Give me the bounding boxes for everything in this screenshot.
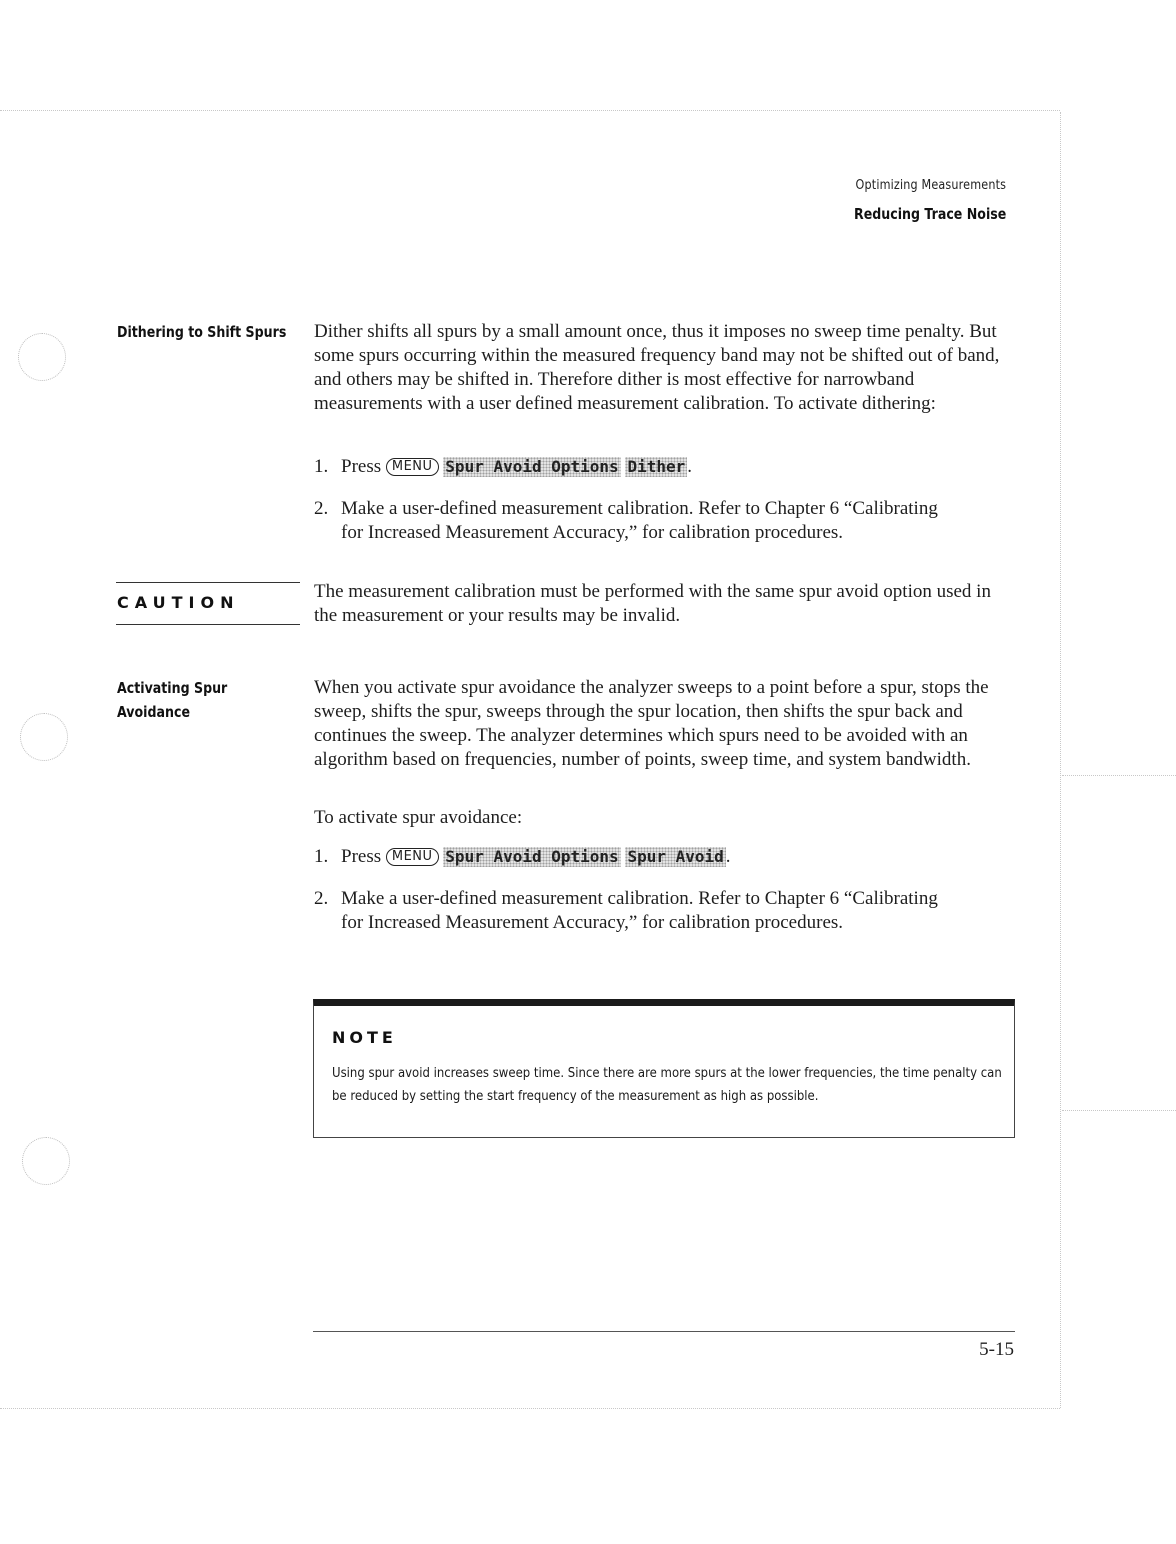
caution-text: The measurement calibration must be performed with the same spur avoid option used in the measurement or your results may be invalid.: [314, 581, 991, 626]
page-number: 5-15: [979, 1339, 1014, 1360]
dithering-step2-number: 2.: [314, 498, 329, 519]
press-label: Press: [341, 846, 382, 867]
caution-rule-top: [116, 582, 300, 583]
footer-rule: [313, 1331, 1015, 1332]
side-heading-line1: Activating Spur: [117, 679, 228, 697]
note-text: Using spur avoid increases sweep time. Since there are more spurs at the lower frequencies, the time penalty can be reduced by setting the start frequency of the measurement as high as possible.: [332, 1066, 1002, 1104]
scan-edge-right: [1060, 112, 1061, 1408]
dithering-step1: [341, 455, 692, 479]
dither-softkey[interactable]: Dither: [627, 457, 686, 476]
press-label: Press: [341, 456, 382, 477]
dithering-paragraph: Dither shifts all spurs by a small amount once, thus it imposes no sweep time penalty. But some spurs occurring within the measured frequency band may not be shifted out of band, and others may be shifted in. Therefore dither is most effective for narrowband measurements with a user defined measurement calibration. To activate dithering:: [314, 321, 1000, 414]
dithering-step2-text: Make a user-defined measurement calibration. Refer to Chapter 6 “Calibrating for Increased Measurement Accuracy,” for calibration procedures.: [341, 498, 938, 543]
note-label: NOTE: [332, 1028, 397, 1047]
dithering-step1-number: 1.: [314, 456, 329, 477]
side-heading-dithering: Dithering to Shift Spurs: [117, 323, 287, 341]
spur-avoid-options-softkey[interactable]: Spur Avoid Options: [445, 457, 619, 476]
caution-label: CAUTION: [117, 593, 240, 612]
menu-hardkey[interactable]: MENU: [386, 848, 439, 866]
header-chapter: Optimizing Measurements: [855, 178, 1006, 193]
spur-avoid-options-softkey[interactable]: Spur Avoid Options: [445, 847, 619, 866]
punch-hole-middle: [20, 713, 68, 761]
spur-avoid-step1-number: 1.: [314, 846, 329, 867]
menu-hardkey[interactable]: MENU: [386, 458, 439, 476]
spur-avoid-softkey[interactable]: Spur Avoid: [627, 847, 724, 866]
step-period: .: [725, 846, 731, 867]
punch-hole-bottom: [22, 1137, 70, 1185]
scan-edge-top: [0, 110, 1060, 111]
spur-avoid-step2-text: Make a user-defined measurement calibration. Refer to Chapter 6 “Calibrating for Increased Measurement Accuracy,” for calibration procedures.: [341, 888, 938, 933]
scan-edge-bottom: [0, 1408, 1060, 1409]
punch-hole-top: [18, 333, 66, 381]
spur-avoid-step1: [341, 845, 731, 869]
header-section: Reducing Trace Noise: [853, 205, 1006, 223]
spur-avoid-paragraph: When you activate spur avoidance the analyzer sweeps to a point before a spur, stops the sweep, shifts the spur, sweeps through the spur location, then shifts the spur back and continues the sweep. The analyzer determines which spurs need to be avoided with an algorithm based on frequencies, number of points, sweep time, and system bandwidth.: [314, 677, 989, 770]
spur-avoid-step2-number: 2.: [314, 888, 329, 909]
spur-avoid-intro: To activate spur avoidance:: [314, 807, 523, 828]
side-heading-spur-avoidance: [117, 676, 227, 724]
side-heading-line2: Avoidance: [117, 703, 191, 721]
caution-rule-bottom: [116, 624, 300, 625]
scan-mark-right-1: [1062, 775, 1176, 776]
step-period: .: [687, 456, 692, 477]
scan-mark-right-2: [1062, 1110, 1176, 1111]
note-box: [313, 999, 1015, 1138]
